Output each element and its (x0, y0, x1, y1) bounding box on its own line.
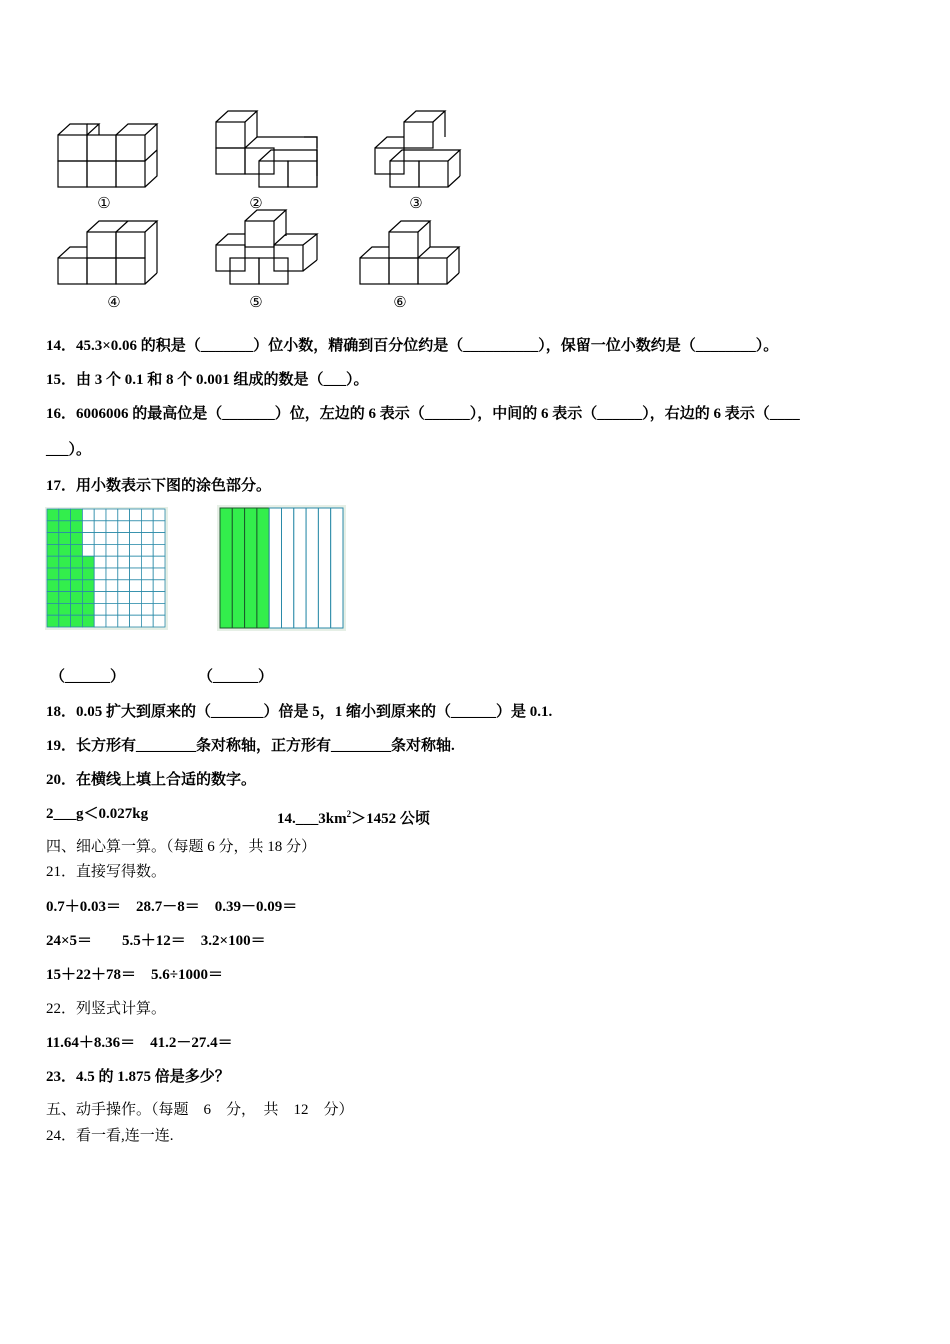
grid-cell (106, 521, 118, 533)
section-5-heading: 五、动手操作。（每题 6 分， 共 12 分） (46, 1102, 354, 1118)
grid-cell (94, 533, 106, 545)
hundred-grid-figure (45, 507, 168, 630)
strip (294, 508, 306, 628)
grid-cell (94, 615, 106, 627)
q20b-post: ＞1452 公顷 (351, 811, 430, 827)
figure-label-4: ④ (107, 295, 121, 311)
question-21-row1: 0.7＋0.03＝ 28.7－8＝ 0.39－0.09＝ (46, 899, 298, 915)
question-20: 20．在横线上填上合适的数字。 (46, 772, 257, 788)
grid-cell-shaded (71, 544, 83, 556)
grid-cell-shaded (59, 580, 71, 592)
figure-label-3: ③ (409, 196, 423, 212)
question-19: 19．长方形有________条对称轴，正方形有________条对称轴. (46, 738, 455, 754)
grid-cell-shaded (47, 556, 59, 568)
grid-cell-shaded (59, 521, 71, 533)
grid-cell (94, 592, 106, 604)
grid-cell (130, 580, 142, 592)
grid-cell-shaded (47, 568, 59, 580)
section-4-heading: 四、细心算一算。（每题 6 分，共 18 分） (46, 839, 317, 855)
question-22: 22．列竖式计算。 (46, 1001, 167, 1017)
question-21-row3: 15＋22＋78＝ 5.6÷1000＝ (46, 967, 223, 983)
strip-shaded (245, 508, 257, 628)
grid-cell (106, 568, 118, 580)
grid-cell (141, 603, 153, 615)
q20b-pre: 14.___3km (277, 811, 347, 827)
grid-cell-shaded (47, 533, 59, 545)
grid-cell (130, 603, 142, 615)
grid-cell-shaded (82, 556, 94, 568)
grid-cell (118, 521, 130, 533)
grid-cell (130, 544, 142, 556)
strip (318, 508, 330, 628)
grid-cell (141, 533, 153, 545)
grid-cell (82, 521, 94, 533)
grid-cell (118, 568, 130, 580)
grid-cell-shaded (59, 544, 71, 556)
grid-cell (106, 556, 118, 568)
grid-cell (141, 568, 153, 580)
question-20-a: 2___g＜0.027kg (46, 806, 149, 822)
grid-cell-shaded (59, 615, 71, 627)
question-23: 23．4.5 的 1.875 倍是多少？ (46, 1069, 230, 1085)
strip (306, 508, 318, 628)
grid-cell (130, 568, 142, 580)
cube-figure-6 (360, 221, 459, 284)
grid-cell-shaded (82, 603, 94, 615)
grid-cell (141, 592, 153, 604)
grid-cell (141, 509, 153, 521)
grid-cell (94, 580, 106, 592)
grid-cell (94, 509, 106, 521)
grid-cell (153, 592, 165, 604)
grid-cell-shaded (82, 580, 94, 592)
grid-cell (94, 544, 106, 556)
grid-cell (130, 521, 142, 533)
question-21: 21．直接写得数。 (46, 864, 167, 880)
grid-cell (106, 544, 118, 556)
grid-cell (106, 603, 118, 615)
tenths-strip-figure (217, 505, 346, 631)
grid-cell (118, 533, 130, 545)
grid-cell-shaded (47, 509, 59, 521)
grid-cell (153, 556, 165, 568)
answer-blank-1: （______） (50, 669, 126, 685)
grid-cell (130, 615, 142, 627)
grid-cell (94, 603, 106, 615)
grid-cell (82, 509, 94, 521)
figure-label-1: ① (97, 196, 111, 212)
grid-cell (153, 509, 165, 521)
cube-figure-4 (58, 221, 157, 284)
cube-figure-2 (216, 111, 317, 187)
grid-cell-shaded (59, 568, 71, 580)
cube-figure-5 (216, 210, 317, 284)
grid-cell (118, 592, 130, 604)
answer-blank-2: （______） (198, 669, 274, 685)
grid-cell-shaded (59, 556, 71, 568)
grid-cell (153, 521, 165, 533)
grid-cell-shaded (59, 603, 71, 615)
grid-cell (141, 521, 153, 533)
question-14: 14．45.3×0.06 的积是（_______）位小数，精确到百分位约是（__________），保留一位小数约是（________）。 (46, 338, 779, 354)
strip-shaded (220, 508, 232, 628)
grid-cell (118, 556, 130, 568)
grid-cell (141, 580, 153, 592)
grid-cell-shaded (71, 603, 83, 615)
grid-cell (118, 580, 130, 592)
grid-cell (130, 556, 142, 568)
grid-cell (82, 544, 94, 556)
grid-cell (141, 544, 153, 556)
grid-cell-shaded (71, 580, 83, 592)
grid-cell-shaded (71, 509, 83, 521)
grid-cell (106, 533, 118, 545)
grid-cell-shaded (59, 509, 71, 521)
grid-cell-shaded (71, 592, 83, 604)
grid-cell-shaded (47, 544, 59, 556)
grid-cell (118, 509, 130, 521)
grid-cell (141, 615, 153, 627)
grid-cell (153, 603, 165, 615)
cube-figure-1 (58, 124, 157, 187)
grid-cell-shaded (82, 615, 94, 627)
grid-cell (130, 533, 142, 545)
grid-cell-shaded (82, 592, 94, 604)
grid-cell-shaded (71, 533, 83, 545)
question-15: 15．由 3 个 0.1 和 8 个 0.001 组成的数是（___）。 (46, 372, 369, 388)
grid-cell (130, 509, 142, 521)
grid-cell-shaded (47, 580, 59, 592)
cube-figure-3 (375, 111, 460, 187)
question-21-row2: 24×5＝ 5.5＋12＝ 3.2×100＝ (46, 933, 266, 949)
grid-cell (106, 509, 118, 521)
grid-cell (153, 533, 165, 545)
grid-cell-shaded (71, 556, 83, 568)
grid-cell (153, 580, 165, 592)
grid-cell (94, 521, 106, 533)
grid-cell (141, 556, 153, 568)
grid-cell (118, 544, 130, 556)
grid-cell-shaded (47, 615, 59, 627)
question-16-cont: ___）。 (46, 442, 92, 458)
q20b-sup: 2 (346, 809, 352, 819)
grid-cell-shaded (71, 568, 83, 580)
question-18: 18．0.05 扩大到原来的（_______）倍是 5，1 缩小到原来的（______）是 0.1. (46, 704, 553, 720)
grid-cell (153, 568, 165, 580)
grid-cell (106, 615, 118, 627)
grid-cell-shaded (47, 521, 59, 533)
figure-label-2: ② (249, 196, 263, 212)
grid-cell-shaded (47, 603, 59, 615)
grid-cell-shaded (82, 568, 94, 580)
question-24: 24．看一看,连一连. (46, 1128, 174, 1144)
grid-cell-shaded (71, 615, 83, 627)
grid-cell (82, 533, 94, 545)
grid-cell (118, 603, 130, 615)
figure-label-5: ⑤ (249, 295, 263, 311)
grid-cell (106, 592, 118, 604)
strip (331, 508, 343, 628)
strip (282, 508, 294, 628)
question-22-row1: 11.64＋8.36＝ 41.2－27.4＝ (46, 1035, 233, 1051)
grid-cell (153, 544, 165, 556)
figure-label-6: ⑥ (393, 295, 407, 311)
strip-shaded (232, 508, 244, 628)
grid-cell-shaded (59, 592, 71, 604)
strip-shaded (257, 508, 269, 628)
question-16: 16．6006006 的最高位是（_______）位，左边的 6 表示（______），中间的 6 表示（______），右边的 6 表示（____ (46, 406, 800, 422)
grid-cell-shaded (71, 521, 83, 533)
grid-cell-shaded (47, 592, 59, 604)
strip (269, 508, 281, 628)
question-20-b (277, 804, 430, 829)
grid-cell (94, 568, 106, 580)
grid-cell-shaded (59, 533, 71, 545)
grid-cell (130, 592, 142, 604)
grid-cell (153, 615, 165, 627)
grid-cell (118, 615, 130, 627)
question-17: 17．用小数表示下图的涂色部分。 (46, 478, 272, 494)
grid-cell (94, 556, 106, 568)
grid-cell (106, 580, 118, 592)
